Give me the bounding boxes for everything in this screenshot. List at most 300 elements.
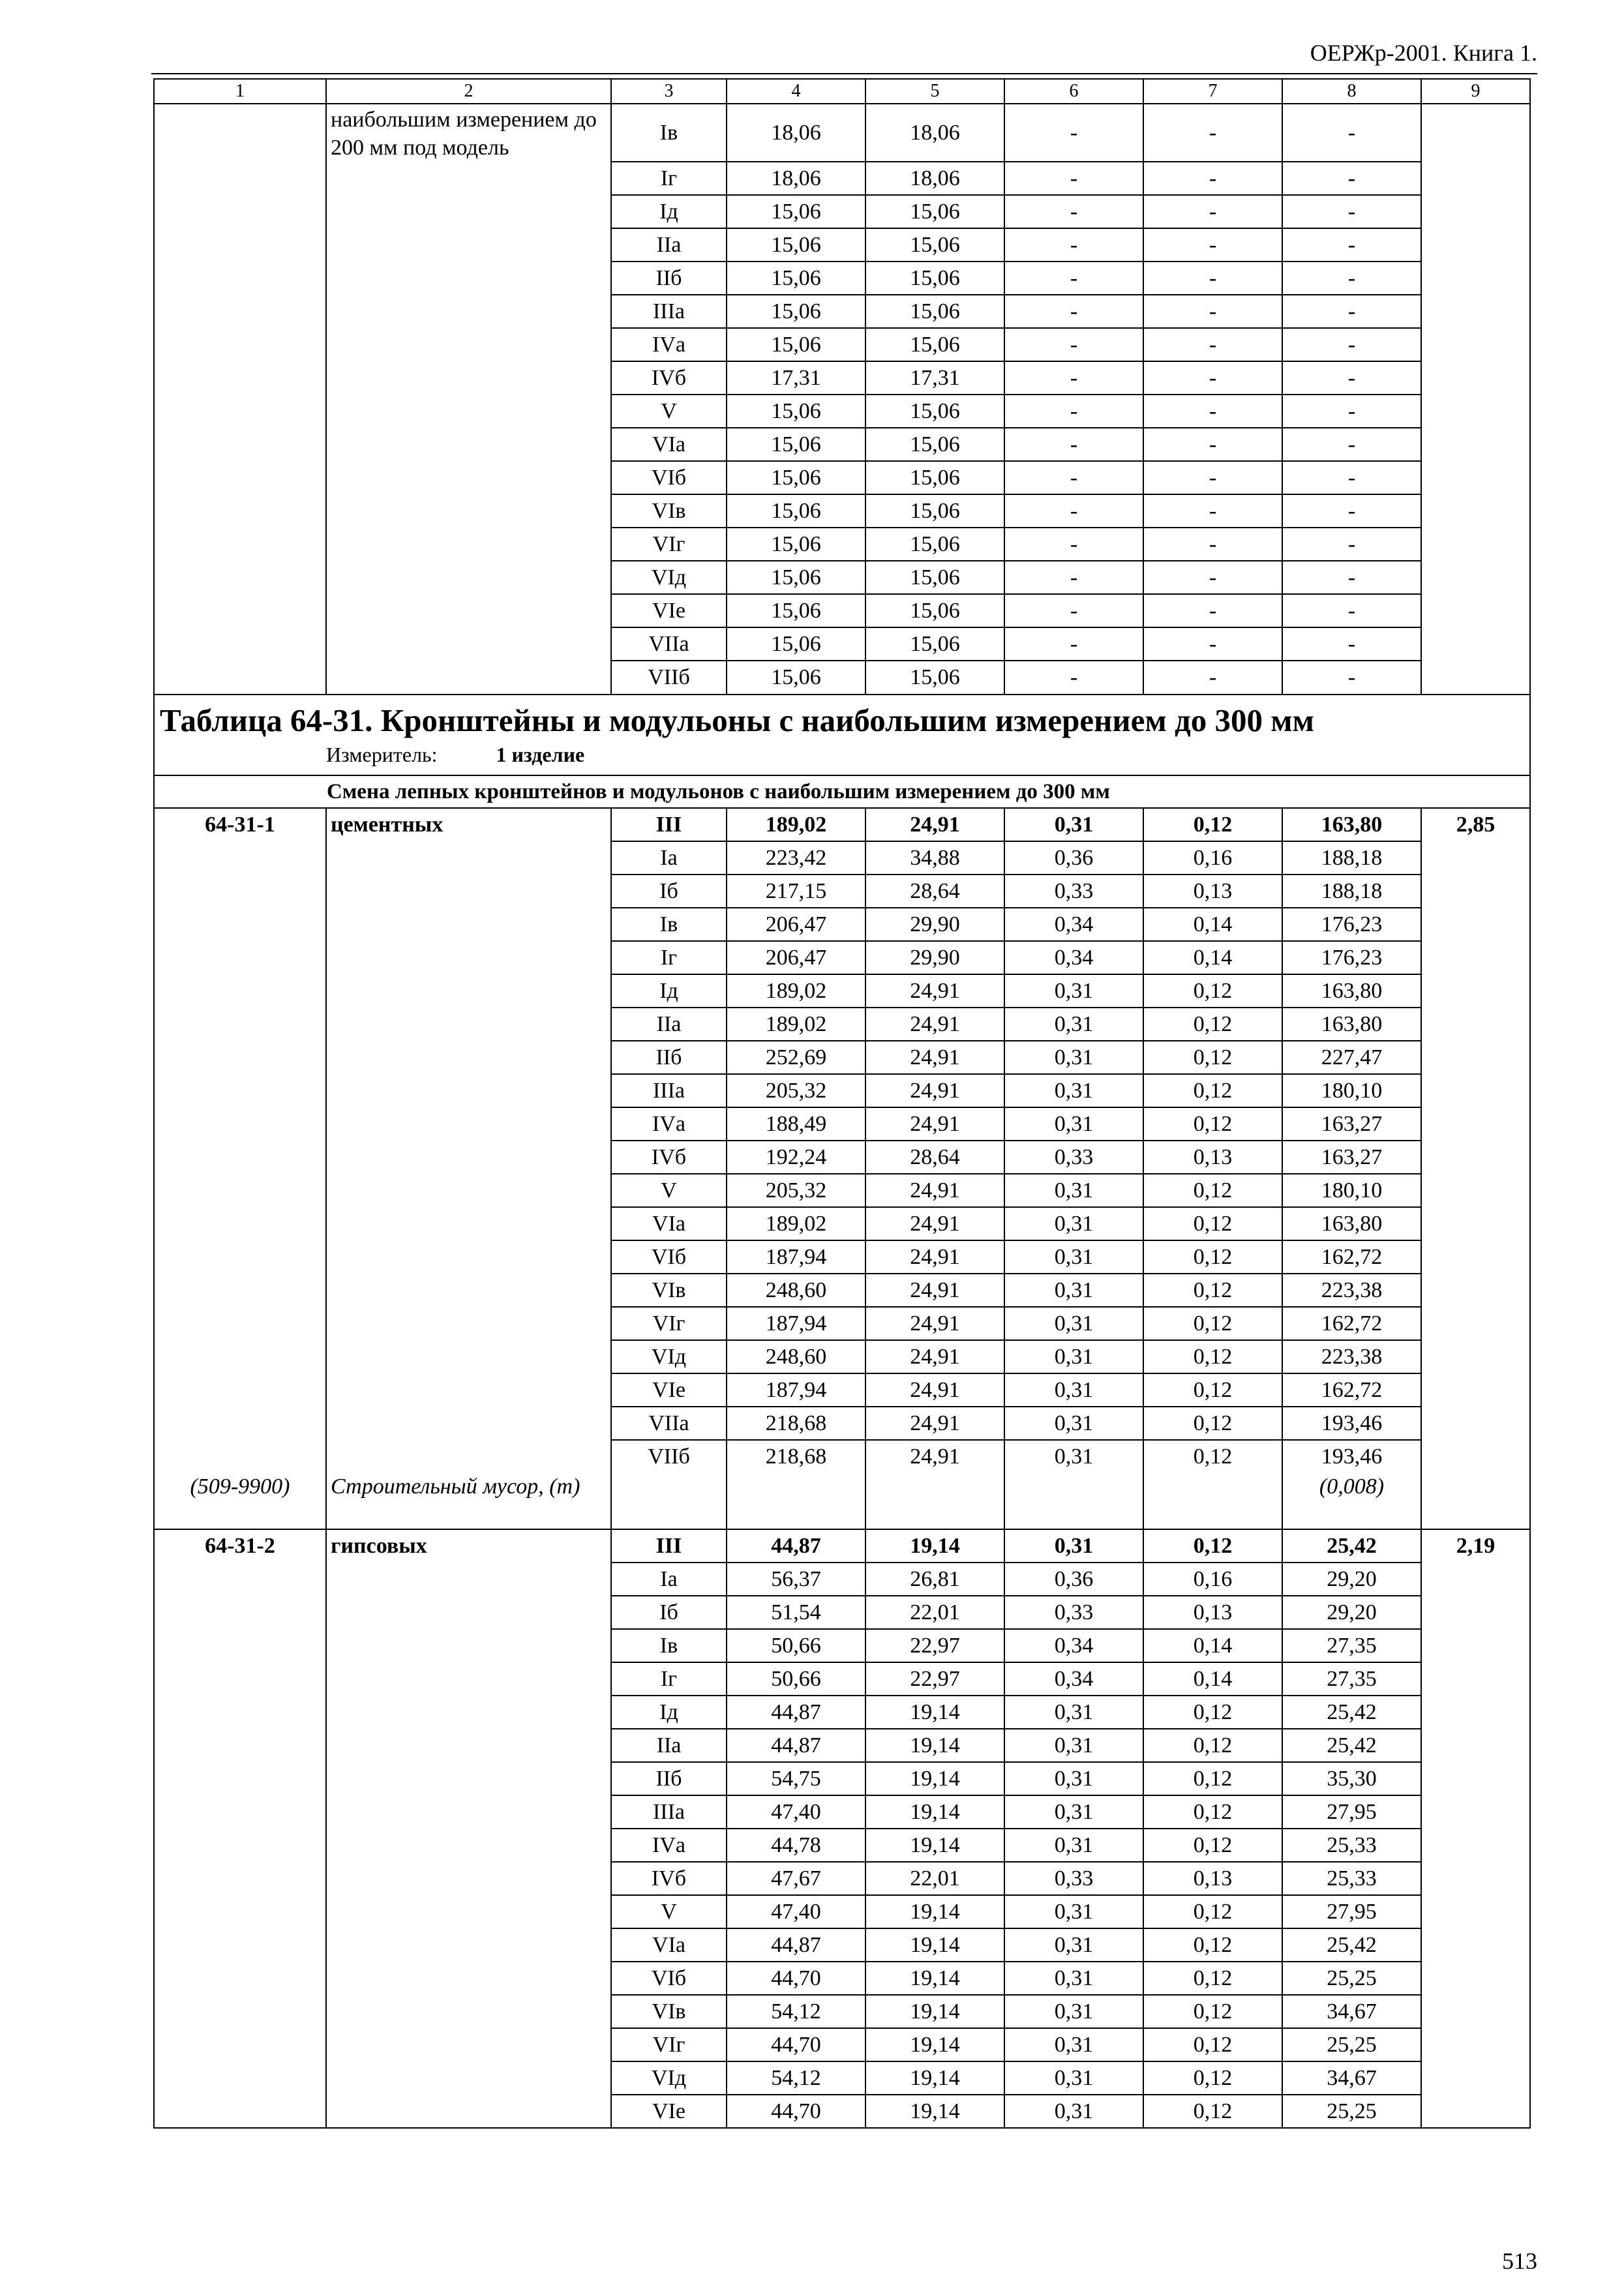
machine-cost-cell: 0,31 <box>1004 1008 1143 1041</box>
code-cell <box>154 1762 326 1795</box>
labor-hours-cell <box>1421 195 1530 228</box>
category-cell: VIг <box>611 2028 727 2061</box>
machine-cost-cell: - <box>1004 195 1143 228</box>
empty-cell <box>727 1473 865 1529</box>
description-cell <box>326 428 611 461</box>
operator-wage-cell: 0,12 <box>1143 1928 1282 1962</box>
code-cell <box>154 295 326 328</box>
direct-cost-cell: 50,66 <box>727 1662 865 1696</box>
direct-cost-cell: 205,32 <box>727 1074 865 1107</box>
direct-cost-cell: 15,06 <box>727 295 865 328</box>
operator-wage-cell: 0,12 <box>1143 1696 1282 1729</box>
table-row <box>154 1373 1530 1407</box>
direct-cost-cell: 248,60 <box>727 1274 865 1307</box>
category-cell: VIг <box>611 1307 727 1340</box>
machine-cost-cell: 0,31 <box>1004 808 1143 841</box>
labor-cost-cell: 18,06 <box>865 104 1004 162</box>
machine-cost-cell: 0,34 <box>1004 908 1143 941</box>
description-cell <box>326 1662 611 1696</box>
materials-cost-cell: - <box>1282 461 1421 494</box>
machine-cost-cell: 0,34 <box>1004 1662 1143 1696</box>
column-number: 4 <box>727 79 865 104</box>
labor-cost-cell: 24,91 <box>865 1274 1004 1307</box>
description-cell <box>326 1928 611 1962</box>
machine-cost-cell: 0,36 <box>1004 1563 1143 1596</box>
labor-hours-cell <box>1421 1729 1530 1762</box>
category-cell: IIб <box>611 1041 727 1074</box>
category-cell: VIе <box>611 2095 727 2128</box>
operator-wage-cell: 0,12 <box>1143 1729 1282 1762</box>
code-cell <box>154 2061 326 2095</box>
labor-hours-cell <box>1421 1274 1530 1307</box>
labor-cost-cell: 24,91 <box>865 974 1004 1008</box>
labor-cost-cell: 19,14 <box>865 2061 1004 2095</box>
operator-wage-cell: 0,14 <box>1143 941 1282 974</box>
operator-wage-cell: 0,13 <box>1143 1862 1282 1895</box>
category-cell: VIб <box>611 461 727 494</box>
labor-cost-cell: 24,91 <box>865 1340 1004 1373</box>
code-cell <box>154 328 326 361</box>
table-row <box>154 262 1530 295</box>
direct-cost-cell: 15,06 <box>727 262 865 295</box>
machine-cost-cell: - <box>1004 104 1143 162</box>
code-cell <box>154 661 326 695</box>
table-row <box>154 1795 1530 1829</box>
table-row <box>154 561 1530 594</box>
labor-cost-cell: 24,91 <box>865 1008 1004 1041</box>
labor-cost-cell: 22,97 <box>865 1629 1004 1662</box>
labor-cost-cell: 28,64 <box>865 1141 1004 1174</box>
table-row <box>154 1928 1530 1962</box>
description-cell <box>326 1862 611 1895</box>
labor-hours-cell <box>1421 1340 1530 1373</box>
description-cell <box>326 1174 611 1207</box>
materials-cost-cell: 163,80 <box>1282 1008 1421 1041</box>
labor-cost-cell: 24,91 <box>865 1074 1004 1107</box>
materials-cost-cell: 35,30 <box>1282 1762 1421 1795</box>
operator-wage-cell: - <box>1143 104 1282 162</box>
materials-cost-cell: 25,25 <box>1282 2028 1421 2061</box>
operator-wage-cell: - <box>1143 295 1282 328</box>
labor-hours-cell <box>1421 1563 1530 1596</box>
materials-cost-cell: 188,18 <box>1282 841 1421 875</box>
table-row <box>154 1662 1530 1696</box>
labor-hours-cell <box>1421 461 1530 494</box>
category-cell: VIа <box>611 1928 727 1962</box>
table-row <box>154 494 1530 528</box>
operator-wage-cell: 0,12 <box>1143 1174 1282 1207</box>
direct-cost-cell: 54,12 <box>727 1995 865 2028</box>
labor-cost-cell: 15,06 <box>865 428 1004 461</box>
description-cell <box>326 262 611 295</box>
category-cell: VIIа <box>611 1407 727 1440</box>
operator-wage-cell: 0,12 <box>1143 1962 1282 1995</box>
description-cell <box>326 974 611 1008</box>
labor-hours-cell <box>1421 1240 1530 1274</box>
description-cell <box>326 1762 611 1795</box>
description-cell: гипсовых <box>326 1529 611 1563</box>
labor-hours-cell <box>1421 262 1530 295</box>
direct-cost-cell: 51,54 <box>727 1596 865 1629</box>
labor-hours-cell <box>1421 627 1530 661</box>
operator-wage-cell: 0,12 <box>1143 1240 1282 1274</box>
category-cell: Iб <box>611 875 727 908</box>
category-cell: Iг <box>611 162 727 195</box>
debris-name: Строительный мусор, (т) <box>326 1473 611 1529</box>
materials-cost-cell: - <box>1282 104 1421 162</box>
labor-hours-cell <box>1421 328 1530 361</box>
labor-cost-cell: 24,91 <box>865 1407 1004 1440</box>
machine-cost-cell: 0,31 <box>1004 1240 1143 1274</box>
section-heading-row <box>154 775 1530 808</box>
labor-cost-cell: 24,91 <box>865 1373 1004 1407</box>
code-cell <box>154 1141 326 1174</box>
materials-cost-cell: 25,33 <box>1282 1862 1421 1895</box>
description-cell <box>326 1629 611 1662</box>
table-row <box>154 1696 1530 1729</box>
debris-value: (0,008) <box>1282 1473 1421 1529</box>
category-cell: III <box>611 1529 727 1563</box>
machine-cost-cell: - <box>1004 494 1143 528</box>
operator-wage-cell: - <box>1143 461 1282 494</box>
description-cell <box>326 1696 611 1729</box>
direct-cost-cell: 206,47 <box>727 941 865 974</box>
labor-cost-cell: 22,01 <box>865 1596 1004 1629</box>
labor-hours-cell <box>1421 1074 1530 1107</box>
code-cell <box>154 561 326 594</box>
machine-cost-cell: 0,34 <box>1004 1629 1143 1662</box>
code-cell <box>154 1107 326 1141</box>
operator-wage-cell: 0,12 <box>1143 2095 1282 2128</box>
labor-cost-cell: 22,01 <box>865 1862 1004 1895</box>
code-cell <box>154 1928 326 1962</box>
materials-cost-cell: 27,95 <box>1282 1795 1421 1829</box>
operator-wage-cell: - <box>1143 661 1282 695</box>
direct-cost-cell: 218,68 <box>727 1407 865 1440</box>
labor-hours-cell <box>1421 1995 1530 2028</box>
materials-cost-cell: - <box>1282 295 1421 328</box>
labor-hours-cell <box>1421 1762 1530 1795</box>
table-row <box>154 1895 1530 1928</box>
table-row <box>154 428 1530 461</box>
direct-cost-cell: 44,70 <box>727 1962 865 1995</box>
labor-cost-cell: 19,14 <box>865 1696 1004 1729</box>
machine-cost-cell: 0,33 <box>1004 1141 1143 1174</box>
machine-cost-cell: - <box>1004 395 1143 428</box>
direct-cost-cell: 44,78 <box>727 1829 865 1862</box>
labor-hours-cell <box>1421 1696 1530 1729</box>
direct-cost-cell: 17,31 <box>727 361 865 395</box>
description-cell <box>326 1240 611 1274</box>
materials-cost-cell: 162,72 <box>1282 1307 1421 1340</box>
labor-hours-cell <box>1421 594 1530 627</box>
description-cell <box>326 1795 611 1829</box>
table-row <box>154 2095 1530 2128</box>
materials-cost-cell: 29,20 <box>1282 1563 1421 1596</box>
operator-wage-cell: 0,14 <box>1143 1629 1282 1662</box>
labor-cost-cell: 19,14 <box>865 1995 1004 2028</box>
column-number: 3 <box>611 79 727 104</box>
direct-cost-cell: 252,69 <box>727 1041 865 1074</box>
operator-wage-cell: 0,12 <box>1143 808 1282 841</box>
machine-cost-cell: - <box>1004 561 1143 594</box>
labor-cost-cell: 24,91 <box>865 1174 1004 1207</box>
operator-wage-cell: - <box>1143 528 1282 561</box>
description-cell <box>326 1563 611 1596</box>
direct-cost-cell: 15,06 <box>727 661 865 695</box>
description-cell <box>326 2095 611 2128</box>
description-cell <box>326 1074 611 1107</box>
labor-hours-cell <box>1421 1662 1530 1696</box>
direct-cost-cell: 187,94 <box>727 1307 865 1340</box>
table-row <box>154 1307 1530 1340</box>
labor-hours-cell: 2,85 <box>1421 808 1530 841</box>
operator-wage-cell: - <box>1143 561 1282 594</box>
category-cell: IIб <box>611 1762 727 1795</box>
materials-cost-cell: - <box>1282 561 1421 594</box>
category-cell: V <box>611 1174 727 1207</box>
machine-cost-cell: 0,31 <box>1004 2061 1143 2095</box>
empty-cell <box>865 1473 1004 1529</box>
table-row <box>154 908 1530 941</box>
category-cell: Iб <box>611 1596 727 1629</box>
labor-hours-cell <box>1421 1895 1530 1928</box>
labor-hours-cell <box>1421 1008 1530 1041</box>
labor-hours-cell <box>1421 395 1530 428</box>
labor-cost-cell: 29,90 <box>865 941 1004 974</box>
category-cell: IIа <box>611 1008 727 1041</box>
labor-cost-cell: 24,91 <box>865 1240 1004 1274</box>
code-cell <box>154 1662 326 1696</box>
labor-hours-cell: 2,19 <box>1421 1529 1530 1563</box>
labor-cost-cell: 24,91 <box>865 1440 1004 1473</box>
direct-cost-cell: 18,06 <box>727 162 865 195</box>
column-number: 6 <box>1004 79 1143 104</box>
operator-wage-cell: - <box>1143 428 1282 461</box>
direct-cost-cell: 223,42 <box>727 841 865 875</box>
code-cell <box>154 104 326 162</box>
table-row <box>154 2028 1530 2061</box>
debris-code: (509-9900) <box>154 1473 326 1529</box>
labor-cost-cell: 19,14 <box>865 1729 1004 1762</box>
code-cell <box>154 875 326 908</box>
code-cell: 64-31-2 <box>154 1529 326 1563</box>
category-cell: VIд <box>611 1340 727 1373</box>
labor-cost-cell: 19,14 <box>865 1829 1004 1862</box>
table-row <box>154 1074 1530 1107</box>
category-cell: V <box>611 395 727 428</box>
labor-cost-cell: 26,81 <box>865 1563 1004 1596</box>
category-cell: VIв <box>611 494 727 528</box>
operator-wage-cell: 0,12 <box>1143 1107 1282 1141</box>
header-rule <box>151 73 1537 74</box>
labor-hours-cell <box>1421 2028 1530 2061</box>
description-cell <box>326 1596 611 1629</box>
operator-wage-cell: 0,12 <box>1143 1041 1282 1074</box>
code-cell <box>154 162 326 195</box>
category-cell: IVа <box>611 328 727 361</box>
table-row <box>154 461 1530 494</box>
machine-cost-cell: 0,31 <box>1004 2095 1143 2128</box>
operator-wage-cell: 0,12 <box>1143 974 1282 1008</box>
materials-cost-cell: - <box>1282 195 1421 228</box>
description-cell <box>326 328 611 361</box>
machine-cost-cell: 0,31 <box>1004 1995 1143 2028</box>
code-cell <box>154 1041 326 1074</box>
materials-cost-cell: 176,23 <box>1282 908 1421 941</box>
code-cell <box>154 1008 326 1041</box>
description-cell <box>326 1307 611 1340</box>
labor-hours-cell <box>1421 1596 1530 1629</box>
materials-cost-cell: 25,33 <box>1282 1829 1421 1862</box>
labor-hours-cell <box>1421 1307 1530 1340</box>
direct-cost-cell: 15,06 <box>727 561 865 594</box>
machine-cost-cell: 0,31 <box>1004 1207 1143 1240</box>
materials-cost-cell: 25,42 <box>1282 1696 1421 1729</box>
measure-line <box>160 743 1524 767</box>
materials-cost-cell: 25,42 <box>1282 1529 1421 1563</box>
materials-cost-cell: 163,80 <box>1282 1207 1421 1240</box>
labor-hours-cell <box>1421 494 1530 528</box>
description-cell <box>326 841 611 875</box>
materials-cost-cell: 162,72 <box>1282 1240 1421 1274</box>
direct-cost-cell: 44,87 <box>727 1928 865 1962</box>
labor-cost-cell: 19,14 <box>865 1795 1004 1829</box>
category-cell: IIIа <box>611 1795 727 1829</box>
operator-wage-cell: - <box>1143 328 1282 361</box>
materials-cost-cell: 193,46 <box>1282 1440 1421 1473</box>
direct-cost-cell: 15,06 <box>727 461 865 494</box>
labor-cost-cell: 19,14 <box>865 1895 1004 1928</box>
description-cell <box>326 162 611 195</box>
empty-cell <box>1143 1473 1282 1529</box>
labor-cost-cell: 22,97 <box>865 1662 1004 1696</box>
labor-hours-cell <box>1421 361 1530 395</box>
materials-cost-cell: 29,20 <box>1282 1596 1421 1629</box>
table-row <box>154 2061 1530 2095</box>
table-row <box>154 1340 1530 1373</box>
direct-cost-cell: 44,87 <box>727 1696 865 1729</box>
machine-cost-cell: 0,31 <box>1004 2028 1143 2061</box>
code-cell <box>154 1862 326 1895</box>
table-row <box>154 974 1530 1008</box>
column-number: 8 <box>1282 79 1421 104</box>
direct-cost-cell: 47,40 <box>727 1895 865 1928</box>
table-row <box>154 1862 1530 1895</box>
machine-cost-cell: 0,31 <box>1004 1529 1143 1563</box>
category-cell: Iв <box>611 1629 727 1662</box>
machine-cost-cell: - <box>1004 162 1143 195</box>
description-cell <box>326 1407 611 1440</box>
machine-cost-cell: 0,31 <box>1004 1795 1143 1829</box>
materials-cost-cell: 163,27 <box>1282 1107 1421 1141</box>
operator-wage-cell: 0,16 <box>1143 1563 1282 1596</box>
table-row <box>154 661 1530 695</box>
description-cell <box>326 395 611 428</box>
direct-cost-cell: 15,06 <box>727 594 865 627</box>
operator-wage-cell: 0,12 <box>1143 1074 1282 1107</box>
operator-wage-cell: - <box>1143 361 1282 395</box>
description-cell <box>326 361 611 395</box>
labor-hours-cell <box>1421 528 1530 561</box>
materials-cost-cell: 25,25 <box>1282 2095 1421 2128</box>
description-cell <box>326 1340 611 1373</box>
labor-cost-cell: 24,91 <box>865 1107 1004 1141</box>
table-row <box>154 1829 1530 1862</box>
code-cell <box>154 627 326 661</box>
category-cell: Iа <box>611 1563 727 1596</box>
category-cell: VIв <box>611 1995 727 2028</box>
labor-cost-cell: 15,06 <box>865 461 1004 494</box>
labor-hours-cell <box>1421 2061 1530 2095</box>
labor-cost-cell: 15,06 <box>865 195 1004 228</box>
column-number-row <box>154 79 1530 104</box>
direct-cost-cell: 15,06 <box>727 494 865 528</box>
labor-hours-cell <box>1421 1862 1530 1895</box>
code-cell <box>154 1240 326 1274</box>
labor-hours-cell <box>1421 2095 1530 2128</box>
operator-wage-cell: 0,12 <box>1143 1274 1282 1307</box>
labor-cost-cell: 19,14 <box>865 1962 1004 1995</box>
machine-cost-cell: 0,33 <box>1004 1596 1143 1629</box>
materials-cost-cell: - <box>1282 494 1421 528</box>
description-cell <box>326 875 611 908</box>
description-cell <box>326 1729 611 1762</box>
table-row <box>154 875 1530 908</box>
operator-wage-cell: - <box>1143 195 1282 228</box>
operator-wage-cell: 0,12 <box>1143 1008 1282 1041</box>
code-cell <box>154 1440 326 1473</box>
category-cell: Iд <box>611 1696 727 1729</box>
category-cell: Iв <box>611 908 727 941</box>
materials-cost-cell: 163,80 <box>1282 808 1421 841</box>
description-cell <box>326 1995 611 2028</box>
code-cell <box>154 1729 326 1762</box>
direct-cost-cell: 189,02 <box>727 974 865 1008</box>
table-row <box>154 361 1530 395</box>
labor-hours-cell <box>1421 661 1530 695</box>
materials-cost-cell: 25,25 <box>1282 1962 1421 1995</box>
machine-cost-cell: - <box>1004 627 1143 661</box>
machine-cost-cell: 0,31 <box>1004 1962 1143 1995</box>
materials-cost-cell: - <box>1282 395 1421 428</box>
labor-cost-cell: 15,06 <box>865 627 1004 661</box>
direct-cost-cell: 47,40 <box>727 1795 865 1829</box>
price-table <box>153 78 1531 2129</box>
direct-cost-cell: 192,24 <box>727 1141 865 1174</box>
operator-wage-cell: 0,12 <box>1143 1407 1282 1440</box>
materials-cost-cell: - <box>1282 228 1421 262</box>
description-cell <box>326 1373 611 1407</box>
operator-wage-cell: 0,13 <box>1143 875 1282 908</box>
category-cell: IIIа <box>611 295 727 328</box>
labor-hours-cell <box>1421 104 1530 162</box>
labor-cost-cell: 19,14 <box>865 2095 1004 2128</box>
machine-cost-cell: 0,31 <box>1004 1041 1143 1074</box>
category-cell: VIа <box>611 428 727 461</box>
category-cell: Iг <box>611 1662 727 1696</box>
materials-cost-cell: - <box>1282 262 1421 295</box>
description-cell <box>326 1207 611 1240</box>
materials-cost-cell: - <box>1282 661 1421 695</box>
direct-cost-cell: 189,02 <box>727 1207 865 1240</box>
labor-cost-cell: 15,06 <box>865 561 1004 594</box>
machine-cost-cell: - <box>1004 528 1143 561</box>
machine-cost-cell: 0,31 <box>1004 1373 1143 1407</box>
direct-cost-cell: 206,47 <box>727 908 865 941</box>
code-cell <box>154 1629 326 1662</box>
direct-cost-cell: 54,75 <box>727 1762 865 1795</box>
